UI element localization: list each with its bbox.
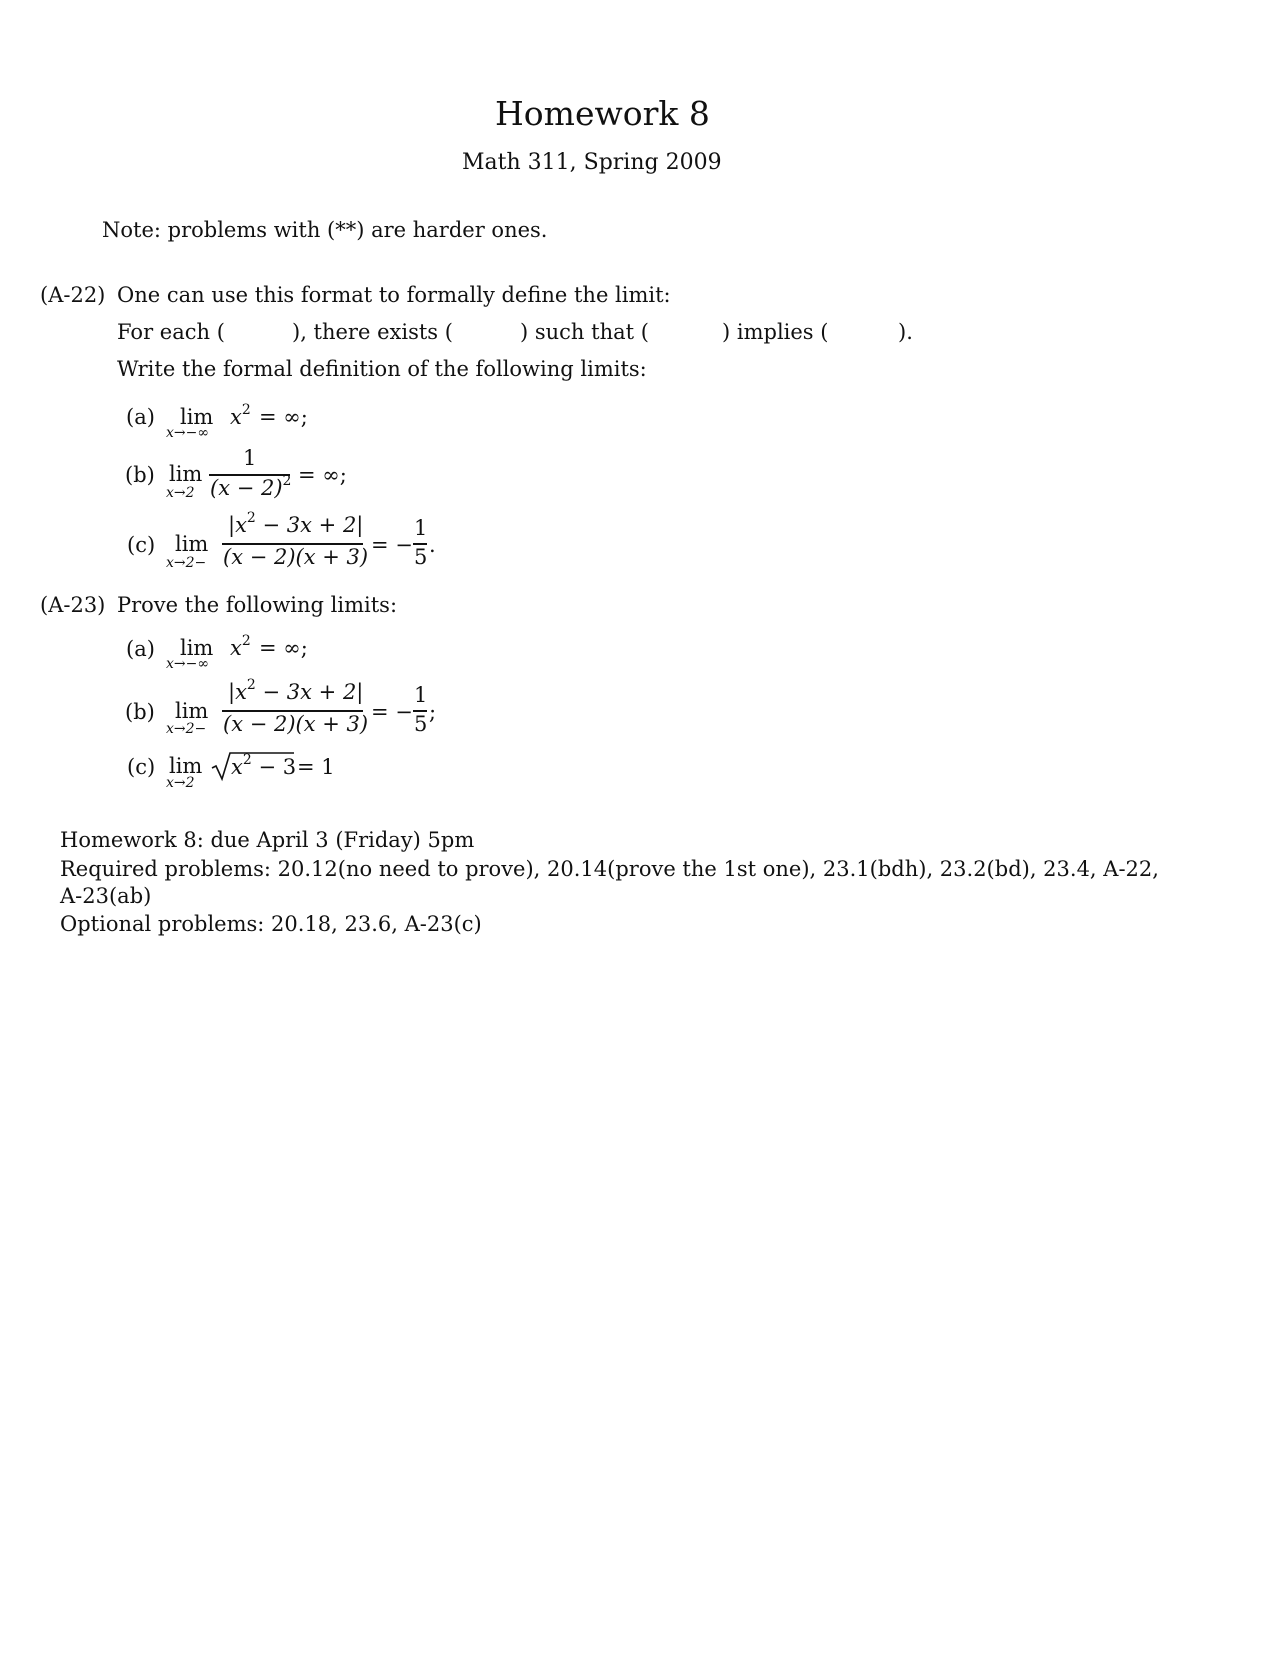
limit-subscript: x→2− [166,555,207,571]
required-problems-continued: A-23(ab) [60,884,152,908]
equals-minus: = − [371,533,413,557]
format-part-1: For each ( [117,320,225,344]
problem-label-a23: (A-23) [40,593,106,617]
note-text: Note: problems with (**) are harder ones. [102,218,548,242]
format-part-4: ) implies ( [722,320,829,344]
lim-operator: lim [169,462,203,486]
item-label: (a) [126,405,155,429]
optional-problems-line: Optional problems: 20.18, 23.6, A-23(c) [60,912,482,936]
rhs: = ∞; [259,405,308,429]
lim-operator: lim [175,699,209,723]
item-label: (a) [126,637,155,661]
item-label: (b) [125,700,155,724]
expression: $x^2$ [230,402,251,429]
rhs: = ∞; [259,636,308,660]
limit-subscript: x→2− [166,721,207,737]
expression: $x^2$ [230,633,251,660]
problem-label-a22: (A-22) [40,283,106,307]
fraction-denominator: 5 [414,545,428,569]
fraction-denominator: (x − 2)(x + 3) [223,712,369,736]
course-subtitle: Math 311, Spring 2009 [462,150,722,175]
a22-instruction: Write the formal definition of the following limits: [117,357,647,381]
fraction-numerator: 1 [414,516,428,540]
lim-operator: lim [175,532,209,556]
fraction-numerator: 1 [414,683,428,707]
format-part-3: ) such that ( [520,320,649,344]
lim-operator: lim [180,405,214,429]
fraction-denominator: (x − 2)(x + 3) [223,545,369,569]
fraction-numerator: $|x^2 - 3x + 2|$ [228,510,364,537]
lim-operator: lim [169,754,203,778]
punctuation: . [429,533,436,557]
lim-operator: lim [180,636,214,660]
limit-subscript: x→2 [166,485,195,501]
limit-subscript: x→−∞ [166,656,210,672]
fraction-denominator: 5 [414,712,428,736]
radicand: $x^2 - 3$ [231,752,297,779]
due-date-line: Homework 8: due April 3 (Friday) 5pm [60,828,475,852]
item-label: (c) [127,533,156,557]
rhs: = 1 [297,755,335,779]
rhs: = ∞; [298,463,347,487]
required-problems-line: Required problems: 20.12(no need to prove), 20.14(prove the 1st one), 23.1(bdh), 23.2(bd), 23.4, A-22, [60,857,1159,881]
punctuation: ; [429,700,437,724]
fraction-numerator: 1 [243,446,257,470]
a22-intro: One can use this format to formally define the limit: [117,283,671,307]
item-label: (b) [125,463,155,487]
item-label: (c) [127,755,156,779]
limit-subscript: x→2 [166,775,195,791]
page-title: Homework 8 [495,94,710,133]
a23-intro: Prove the following limits: [117,593,398,617]
equals-minus: = − [371,700,413,724]
fraction-numerator: $|x^2 - 3x + 2|$ [228,677,364,704]
fraction-denominator: $(x - 2)^2$ [210,473,292,500]
format-part-2: ), there exists ( [292,320,453,344]
limit-subscript: x→−∞ [166,425,210,441]
format-part-5: ). [898,320,913,344]
